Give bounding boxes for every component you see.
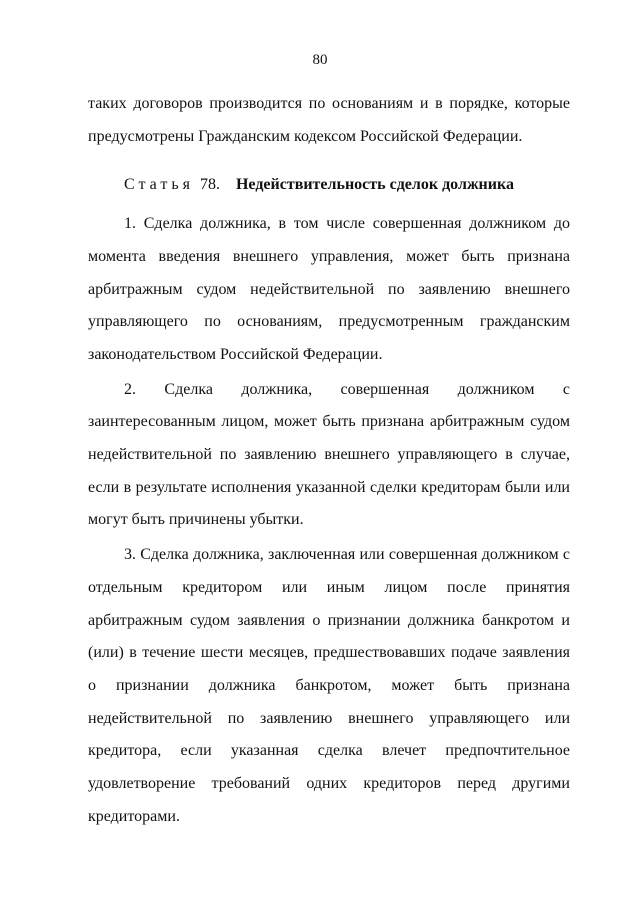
page-number: 80 [312,52,328,68]
article-title: Недействительность сделок должника [235,176,514,194]
clause-3: 3. Сделка должника, заключенная или совершенная должником с отдельным кредитором или иным лицом после принятия арбитражным судом заявления о признании должника банкротом и (или) в течение шести месяцев, предшествовавших подаче заявления о признании должника банкротом, может быть признана недействительной по заявлению внешнего управляющего или кредитора, если указанная сделка влечет предпочтительное удовлетворение требований одних кредиторов перед другими кредиторами. [88,546,570,825]
clause-2: 2. Сделка должника, совершенная должником с заинтересованным лицом, может быть признана арбитражным судом недействительной по заявлению внешнего управляющего в случае, если в результате исполнения указанной сделки кредиторам были или могут быть причинены убытки. [88,380,570,529]
clause-1: 1. Сделка должника, в том числе совершенная должником до момента введения внешнего управления, может быть признана арбитражным судом недействительной по заявлению внешнего управляющего по основаниям, предусмотренным гражданским законодательством Российской Федерации. [88,215,570,363]
document-body [88,88,570,833]
article-number: 78. [199,176,220,194]
article-heading [88,169,570,202]
intro-paragraph: таких договоров производится по основаниям и в порядке, которые предусмотрены Гражданским кодексом Российской Федерации. [88,95,570,145]
article-word: Статья [124,176,194,194]
